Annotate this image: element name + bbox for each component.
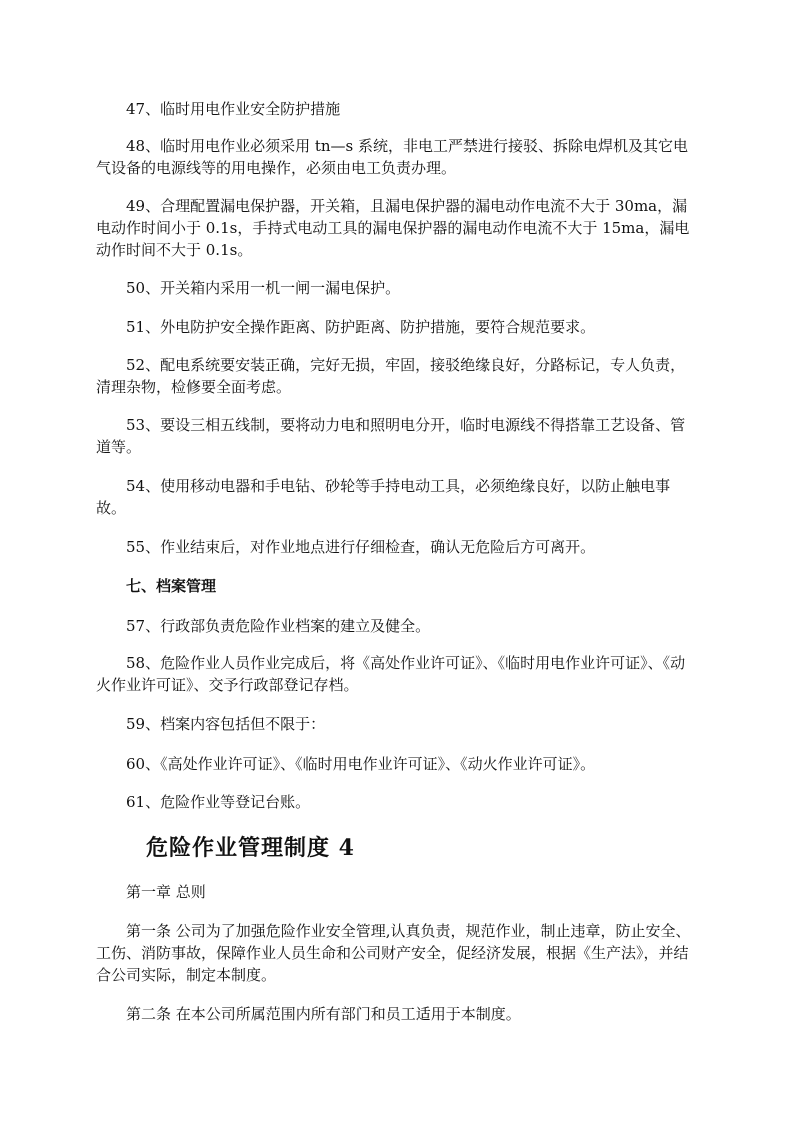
paragraph-58: 58、危险作业人员作业完成后，将《高处作业许可证》、《临时用电作业许可证》、《动火作业许可证》、交予行政部登记存档。 bbox=[96, 654, 686, 694]
paragraph-55: 55、作业结束后，对作业地点进行仔细检查，确认无危险后方可离开。 bbox=[126, 538, 596, 556]
paragraph-47: 47、临时用电作业安全防护措施 bbox=[126, 100, 341, 118]
paragraph-61: 61、危险作业等登记台账。 bbox=[126, 793, 311, 811]
paragraph-50: 50、开关箱内采用一机一闸一漏电保护。 bbox=[126, 279, 401, 297]
paragraph-54: 54、使用移动电器和手电钻、砂轮等手持电动工具，必须绝缘良好，以防止触电事故。 bbox=[96, 477, 671, 517]
document-title: 危险作业管理制度 4 bbox=[146, 835, 355, 861]
section-heading-archive: 七、档案管理 bbox=[126, 577, 217, 595]
paragraph-60: 60、《高处作业许可证》、《临时用电作业许可证》、《动火作业许可证》。 bbox=[126, 755, 596, 773]
article-2: 第二条 在本公司所属范围内所有部门和员工适用于本制度。 bbox=[126, 1005, 521, 1023]
article-1: 第一条 公司为了加强危险作业安全管理,认真负责，规范作业，制止违章，防止安全、工伤、消防事故，保障作业人员生命和公司财产安全，促经济发展，根据《生产法》，并结合公司实际，制定本制度。 bbox=[96, 922, 691, 984]
paragraph-53: 53、要设三相五线制，要将动力电和照明电分开，临时电源线不得搭靠工艺设备、管道等。 bbox=[96, 416, 686, 456]
paragraph-49: 49、合理配置漏电保护器，开关箱，且漏电保护器的漏电动作电流不大于 30ma，漏电动作时间小于 0.1s，手持式电动工具的漏电保护器的漏电动作电流不大于 15ma，漏电动作时间不大于 0.1s。 bbox=[96, 197, 690, 259]
paragraph-51: 51、外电防护安全操作距离、防护距离、防护措施，要符合规范要求。 bbox=[126, 318, 596, 336]
paragraph-48: 48、临时用电作业必须采用 tn—s 系统，非电工严禁进行接驳、拆除电焊机及其它电气设备的电源线等的用电操作，必须由电工负责办理。 bbox=[96, 137, 689, 177]
paragraph-57: 57、行政部负责危险作业档案的建立及健全。 bbox=[126, 617, 431, 635]
paragraph-59: 59、档案内容包括但不限于： bbox=[126, 715, 326, 733]
chapter-heading: 第一章 总则 bbox=[126, 883, 206, 901]
paragraph-52: 52、配电系统要安装正确，完好无损，牢固，接驳绝缘良好，分路标记，专人负责，清理杂物，检修要全面考虑。 bbox=[96, 356, 686, 396]
